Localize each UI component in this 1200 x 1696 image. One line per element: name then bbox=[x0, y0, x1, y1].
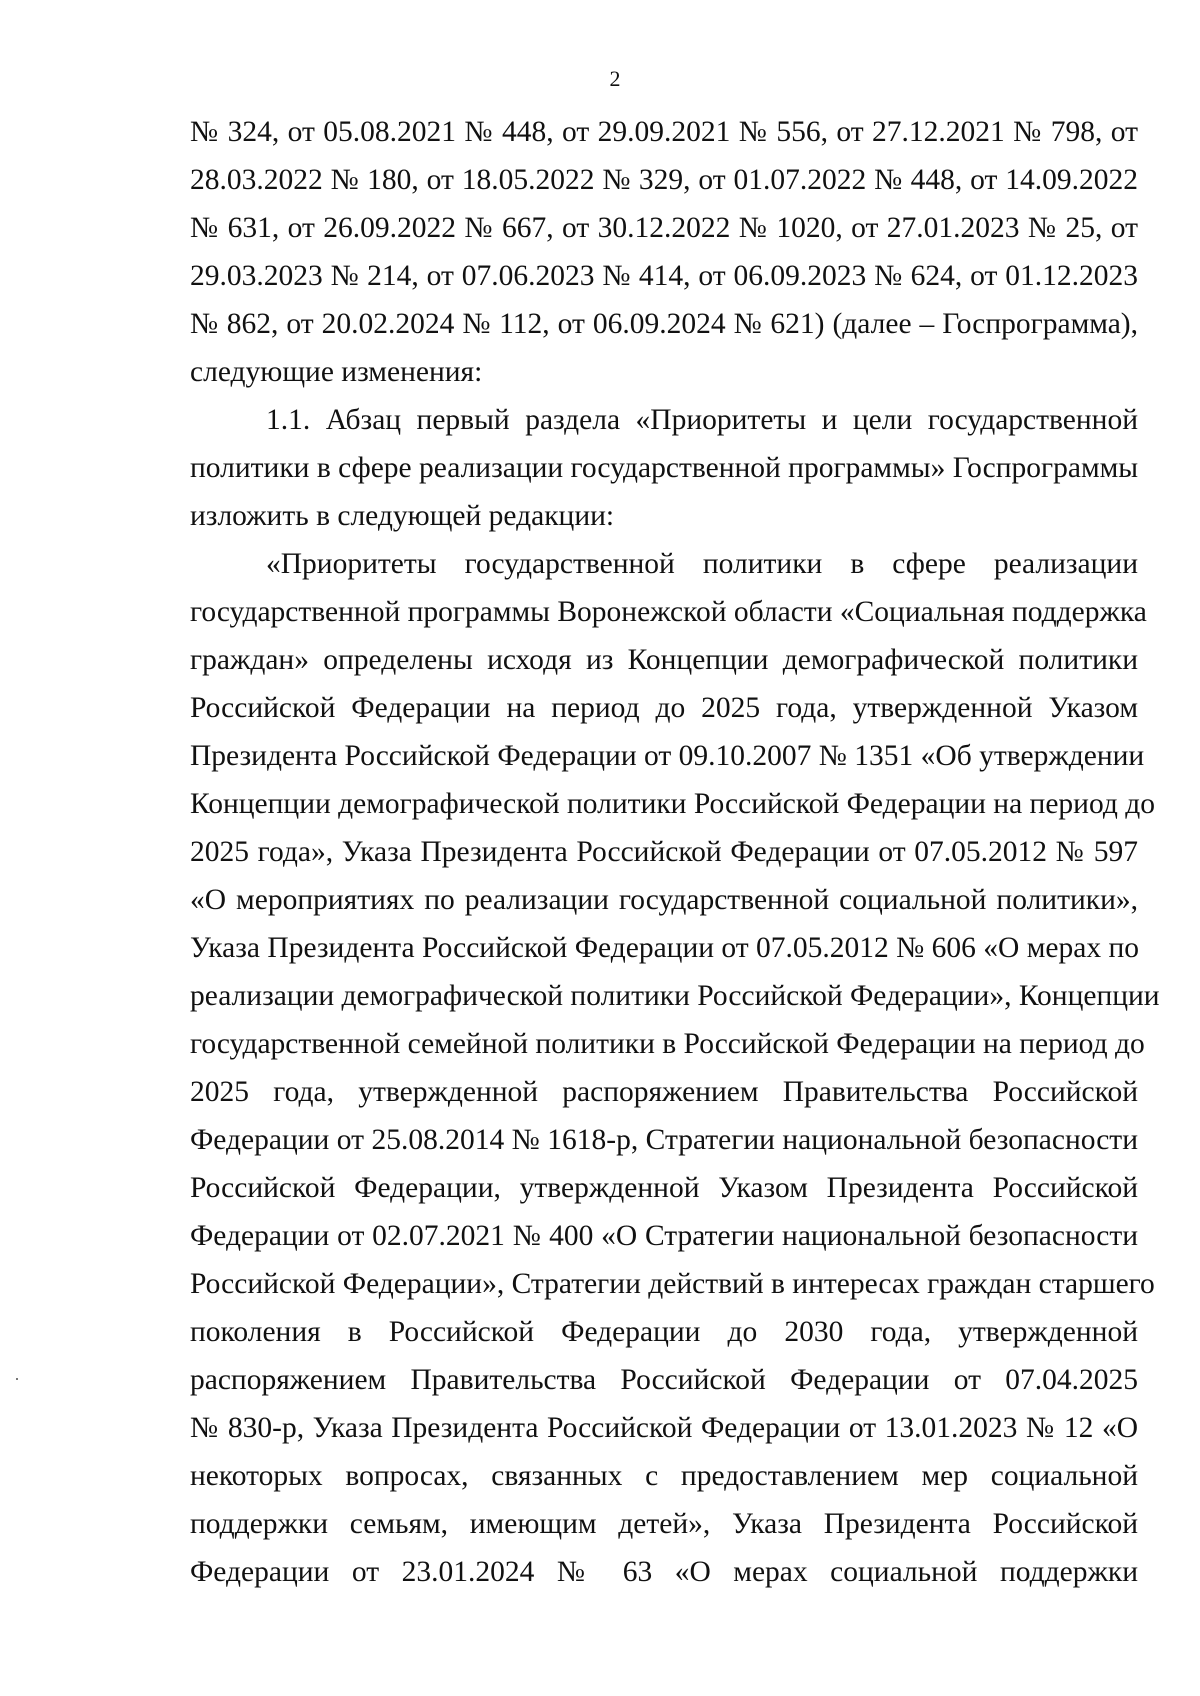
document-body bbox=[190, 108, 1160, 1596]
text-line: № 631, от 26.09.2022 № 667, от 30.12.2022 № 1020, от 27.01.2023 № 25, от bbox=[190, 212, 1138, 244]
text-line: Президента Российской Федерации от 09.10.2007 № 1351 «Об утверждении bbox=[190, 740, 1145, 772]
text-line: Федерации от 02.07.2021 № 400 «О Стратегии национальной безопасности bbox=[190, 1220, 1138, 1252]
text-line: некоторых вопросах, связанных с предоставлением мер социальной bbox=[190, 1460, 1138, 1492]
text-line: реализации демографической политики Российской Федерации», Концепции bbox=[190, 980, 1160, 1012]
text-line: Российской Федерации», Стратегии действий в интересах граждан старшего bbox=[190, 1268, 1155, 1300]
text-line: распоряжением Правительства Российской Федерации от 07.04.2025 bbox=[190, 1364, 1138, 1396]
text-line: государственной программы Воронежской области «Социальная поддержка bbox=[190, 596, 1147, 628]
text-line: поколения в Российской Федерации до 2030 года, утвержденной bbox=[190, 1316, 1138, 1348]
text-line: политики в сфере реализации государственной программы» Госпрограммы bbox=[190, 452, 1139, 484]
text-line: № 830-р, Указа Президента Российской Федерации от 13.01.2023 № 12 «О bbox=[190, 1412, 1138, 1444]
text-line: 2025 года», Указа Президента Российской Федерации от 07.05.2012 № 597 bbox=[190, 836, 1138, 868]
text-line: 2025 года, утвержденной распоряжением Правительства Российской bbox=[190, 1076, 1138, 1108]
text-line: Концепции демографической политики Российской Федерации на период до bbox=[190, 788, 1156, 820]
text-line: Указа Президента Российской Федерации от 07.05.2012 № 606 «О мерах по bbox=[190, 932, 1139, 964]
text-line: государственной семейной политики в Российской Федерации на период до bbox=[190, 1028, 1145, 1060]
text-line: Российской Федерации, утвержденной Указом Президента Российской bbox=[190, 1172, 1138, 1204]
text-line: следующие изменения: bbox=[190, 356, 483, 388]
text-line: Федерации от 23.01.2024 № 63 «О мерах социальной поддержки bbox=[190, 1556, 1138, 1588]
text-line: граждан» определены исходя из Концепции демографической политики bbox=[190, 644, 1138, 676]
text-line: 1.1. Абзац первый раздела «Приоритеты и цели государственной bbox=[266, 404, 1138, 436]
text-line: Российской Федерации на период до 2025 года, утвержденной Указом bbox=[190, 692, 1138, 724]
text-line: «Приоритеты государственной политики в сфере реализации bbox=[266, 548, 1138, 580]
text-line: «О мероприятиях по реализации государственной социальной политики», bbox=[190, 884, 1138, 916]
page-number: 2 bbox=[609, 66, 621, 91]
text-line: 28.03.2022 № 180, от 18.05.2022 № 329, от 01.07.2022 № 448, от 14.09.2022 bbox=[190, 164, 1138, 196]
text-line: 29.03.2023 № 214, от 07.06.2023 № 414, от 06.09.2023 № 624, от 01.12.2023 bbox=[190, 260, 1138, 292]
text-line: изложить в следующей редакции: bbox=[190, 500, 615, 532]
text-line: № 862, от 20.02.2024 № 112, от 06.09.2024 № 621) (далее – Госпрограмма), bbox=[190, 308, 1138, 340]
scan-speck bbox=[16, 1378, 18, 1380]
text-line: Федерации от 25.08.2014 № 1618-р, Стратегии национальной безопасности bbox=[190, 1124, 1138, 1156]
text-line: поддержки семьям, имеющим детей», Указа Президента Российской bbox=[190, 1508, 1138, 1540]
text-line: № 324, от 05.08.2021 № 448, от 29.09.2021 № 556, от 27.12.2021 № 798, от bbox=[190, 116, 1138, 148]
